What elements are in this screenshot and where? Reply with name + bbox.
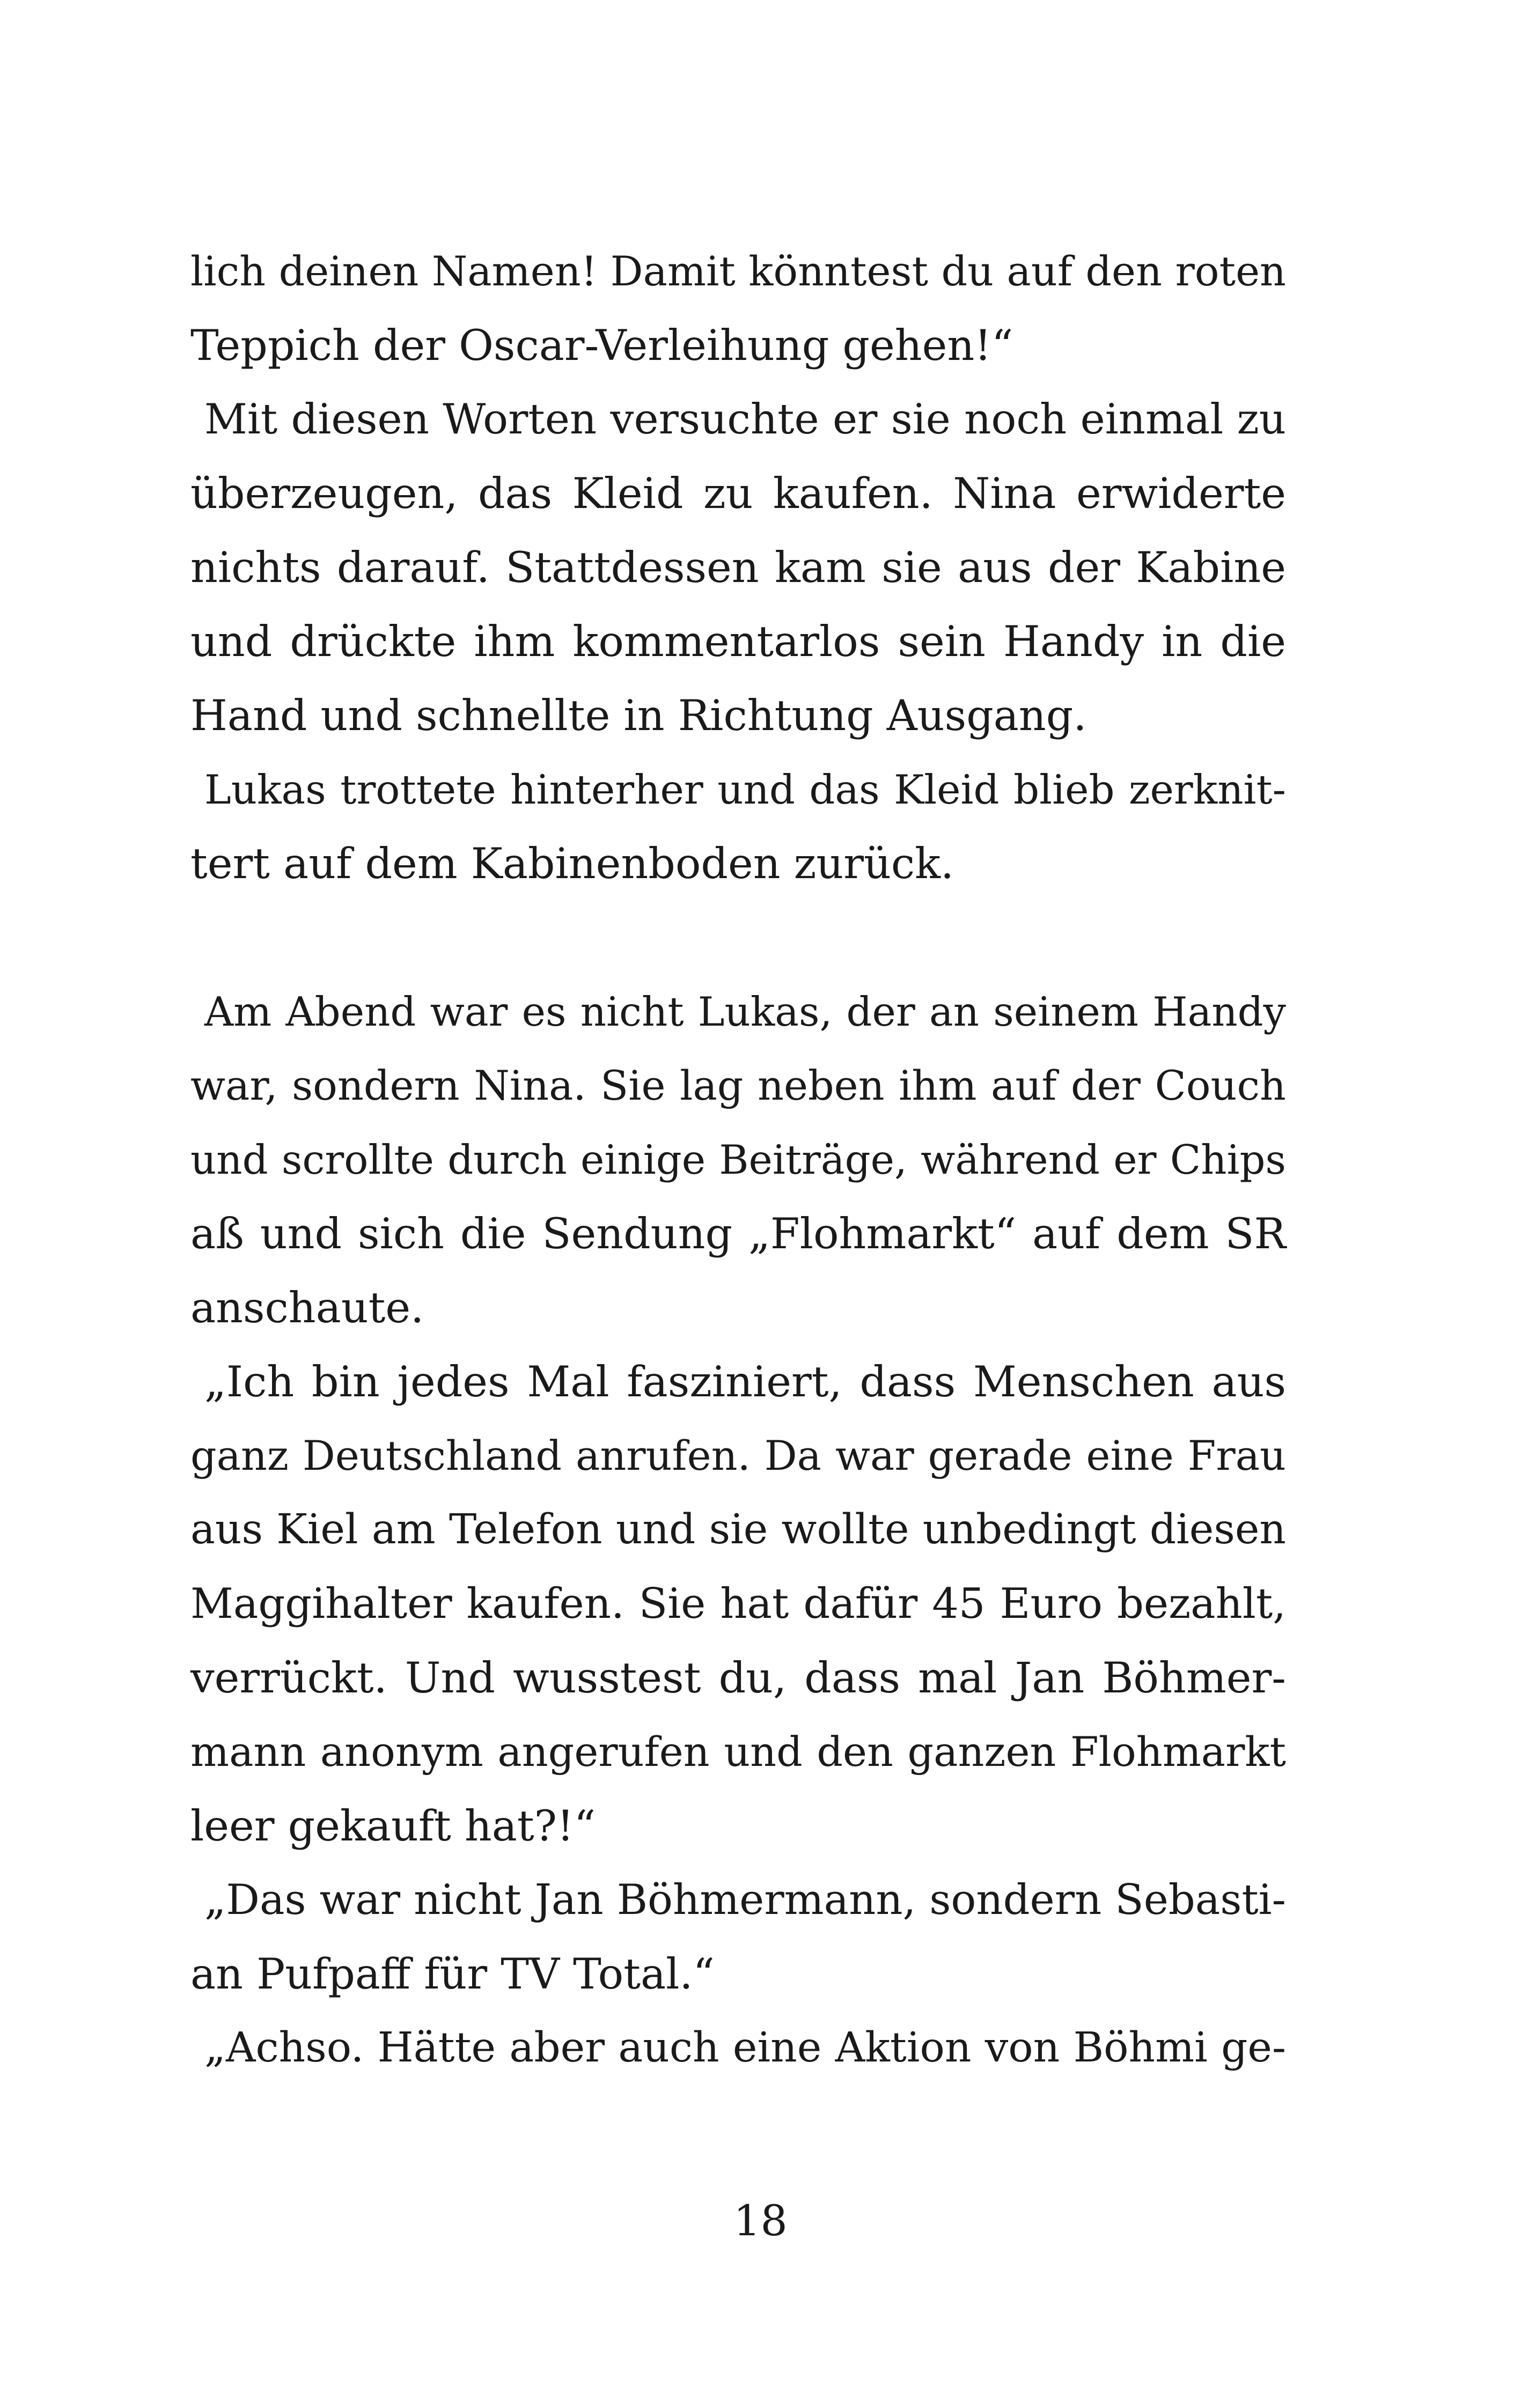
text-line: „Das war nicht Jan Böhmermann, sondern Sebasti- — [204, 1876, 1286, 1924]
text-line: Lukas trottete hinterher und das Kleid blieb zerknit- — [204, 766, 1286, 813]
text-line: Mit diesen Worten versuchte er sie noch einmal zu — [204, 395, 1286, 444]
text-line: anschaute. — [190, 1283, 424, 1332]
text-line: war, sondern Nina. Sie lag neben ihm auf der Couch — [190, 1062, 1286, 1109]
text-line: „Ich bin jedes Mal fasziniert, dass Menschen aus — [204, 1357, 1286, 1406]
text-line: Maggihalter kaufen. Sie hat dafür 45 Euro bezahlt, — [190, 1580, 1286, 1628]
text-line: mann anonym angerufen und den ganzen Flohmarkt — [190, 1728, 1286, 1776]
text-line: und drückte ihm kommentarlos sein Handy in die — [190, 617, 1286, 666]
text-line: „Achso. Hätte aber auch eine Aktion von Böhmi ge- — [204, 2024, 1286, 2072]
text-line: nichts darauf. Stattdessen kam sie aus der Kabine — [190, 543, 1286, 592]
text-line: an Pufpaff für TV Total.“ — [190, 1949, 715, 1999]
text-line: aus Kiel am Telefon und sie wollte unbedingt diesen — [190, 1506, 1286, 1553]
text-line: überzeugen, das Kleid zu kaufen. Nina erwiderte — [190, 469, 1286, 518]
text-line: Hand und schnellte in Richtung Ausgang. — [190, 691, 1087, 740]
text-line: ganz Deutschland anrufen. Da war gerade eine Frau — [190, 1432, 1286, 1479]
page-number: 18 — [733, 2196, 788, 2245]
text-line: aß und sich die Sendung „Flohmarkt“ auf dem SR — [190, 1209, 1286, 1258]
text-line: tert auf dem Kabinenboden zurück. — [190, 839, 954, 888]
text-line: Am Abend war es nicht Lukas, der an seinem Handy — [204, 988, 1286, 1035]
paragraph-break — [190, 901, 1286, 975]
body-text — [190, 234, 1286, 2085]
text-line: lich deinen Namen! Damit könntest du auf den roten — [190, 247, 1286, 295]
text-line: leer gekauft hat?!“ — [190, 1801, 596, 1851]
text-line: Teppich der Oscar-Verleihung gehen!“ — [190, 321, 1013, 370]
text-line: und scrollte durch einige Beiträge, während er Chips — [190, 1136, 1286, 1183]
text-line: verrückt. Und wusstest du, dass mal Jan Böhmer- — [190, 1653, 1286, 1703]
